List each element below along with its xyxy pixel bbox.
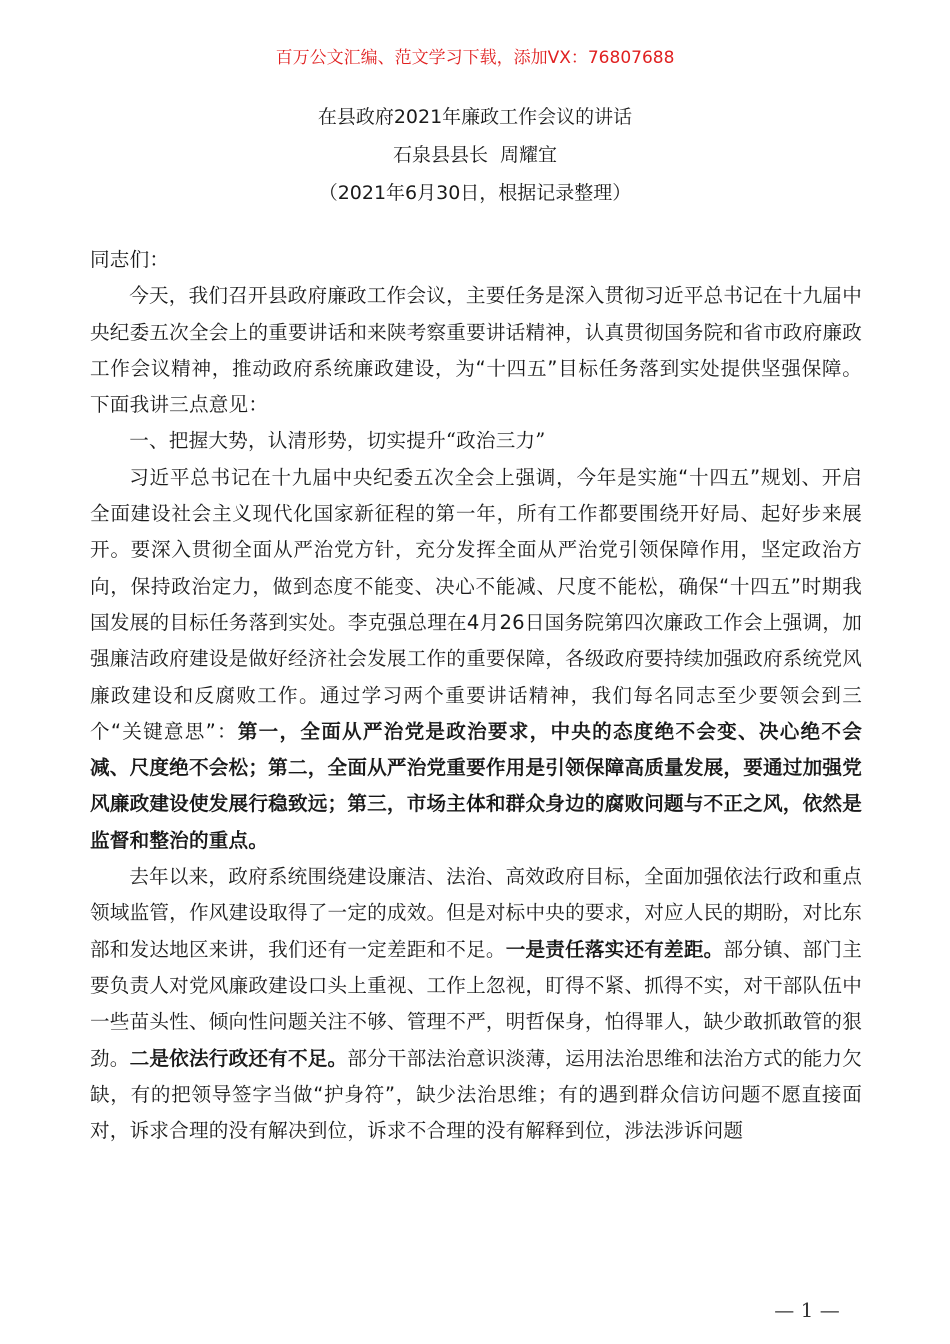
page-number: — 1 —: [774, 1298, 840, 1322]
paragraph-intro: 今天，我们召开县政府廉政工作会议，主要任务是深入贯彻习近平总书记在十九届中央纪委五次全会上的重要讲话和来陕考察重要讲话精神，认真贯彻国务院和省市政府廉政工作会议精神，推动政府系统廉政建设，为“十四五”目标任务落到实处提供坚强保障。下面我讲三点意见：: [90, 284, 862, 417]
salutation: 同志们：: [90, 248, 170, 271]
speaker-line: 石泉县县长 周耀宜: [392, 144, 558, 166]
paragraph-key-points: [90, 460, 862, 859]
section-heading-1: 一、把握大势，认清形势，切实提升“政治三力”: [129, 429, 546, 453]
document-body: [90, 242, 862, 1149]
document-header: [0, 98, 950, 212]
paragraph-text: 部分干部法治意识淡薄，运用法治思维和法治方式的能力欠缺，有的把领导签字当做“护身符”，缺少法治思维；有的遇到群众信访问题不愿直接面对，诉求合理的没有解决到位，诉求不合理的没有解释到位，涉法涉诉问题: [90, 1046, 863, 1143]
paragraph-text: 部分镇、部门主要负责人对党风廉政建设口头上重视、工作上忽视，盯得不紧、抓得不实，对干部队伍中一些苗头性、倾向性问题关注不够、管理不严，明哲保身，怕得罪人，缺少敢抓敢管的狠劲。: [90, 937, 862, 1070]
point-one-bold: 一是责任落实还有差距。: [505, 937, 724, 961]
point-two-bold: 二是依法行政还有不足。: [129, 1046, 348, 1070]
paragraph-text: 去年以来，政府系统围绕建设廉洁、法治、高效政府目标，全面加强依法行政和重点领域监管，作风建设取得了一定的成效。但是对标中央的要求，对应人民的期盼，对比东部和发达地区来讲，我们还有一定差距和不足。: [90, 865, 862, 961]
paragraph-text: 习近平总书记在十九届中央纪委五次全会上强调，今年是实施“十四五”规划、开启全面建设社会主义现代化国家新征程的第一年，所有工作都要围绕开好局、起好步来展开。要深入贯彻全面从严治党方针，充分发挥全面从严治党引领保障作用，坚定政治方向，保持政治定力，做到态度不能变、决心不能减、尺度不能松，确保“十四五”时期我国发展的目标任务落到实处。李克强总理在4月26日国务院第四次廉政工作会上强调，加强廉洁政府建设是做好经济社会发展工作的重要保障，各级政府要持续加强政府系统党风廉政建设和反腐败工作。通过学习两个重要讲话精神，我们每名同志至少要领会到三个“关键意思”：: [90, 465, 862, 743]
key-points-bold: 第一，全面从严治党是政治要求，中央的态度绝不会变、决心绝不会减、尺度绝不会松；第二，全面从严治党重要作用是引领保障高质量发展，要通过加强党风廉政建设使发展行稳致远；第三，市场主体和群众身边的腐败问题与不正之风，依然是监督和整治的重点。: [90, 719, 863, 852]
document-title: 在县政府2021年廉政工作会议的讲话: [317, 106, 633, 128]
date-note: （2021年6月30日，根据记录整理）: [318, 182, 632, 204]
paragraph-shortcomings: [90, 859, 862, 1149]
watermark-banner: 百万公文汇编、范文学习下载，添加VX：76807688: [275, 48, 675, 68]
